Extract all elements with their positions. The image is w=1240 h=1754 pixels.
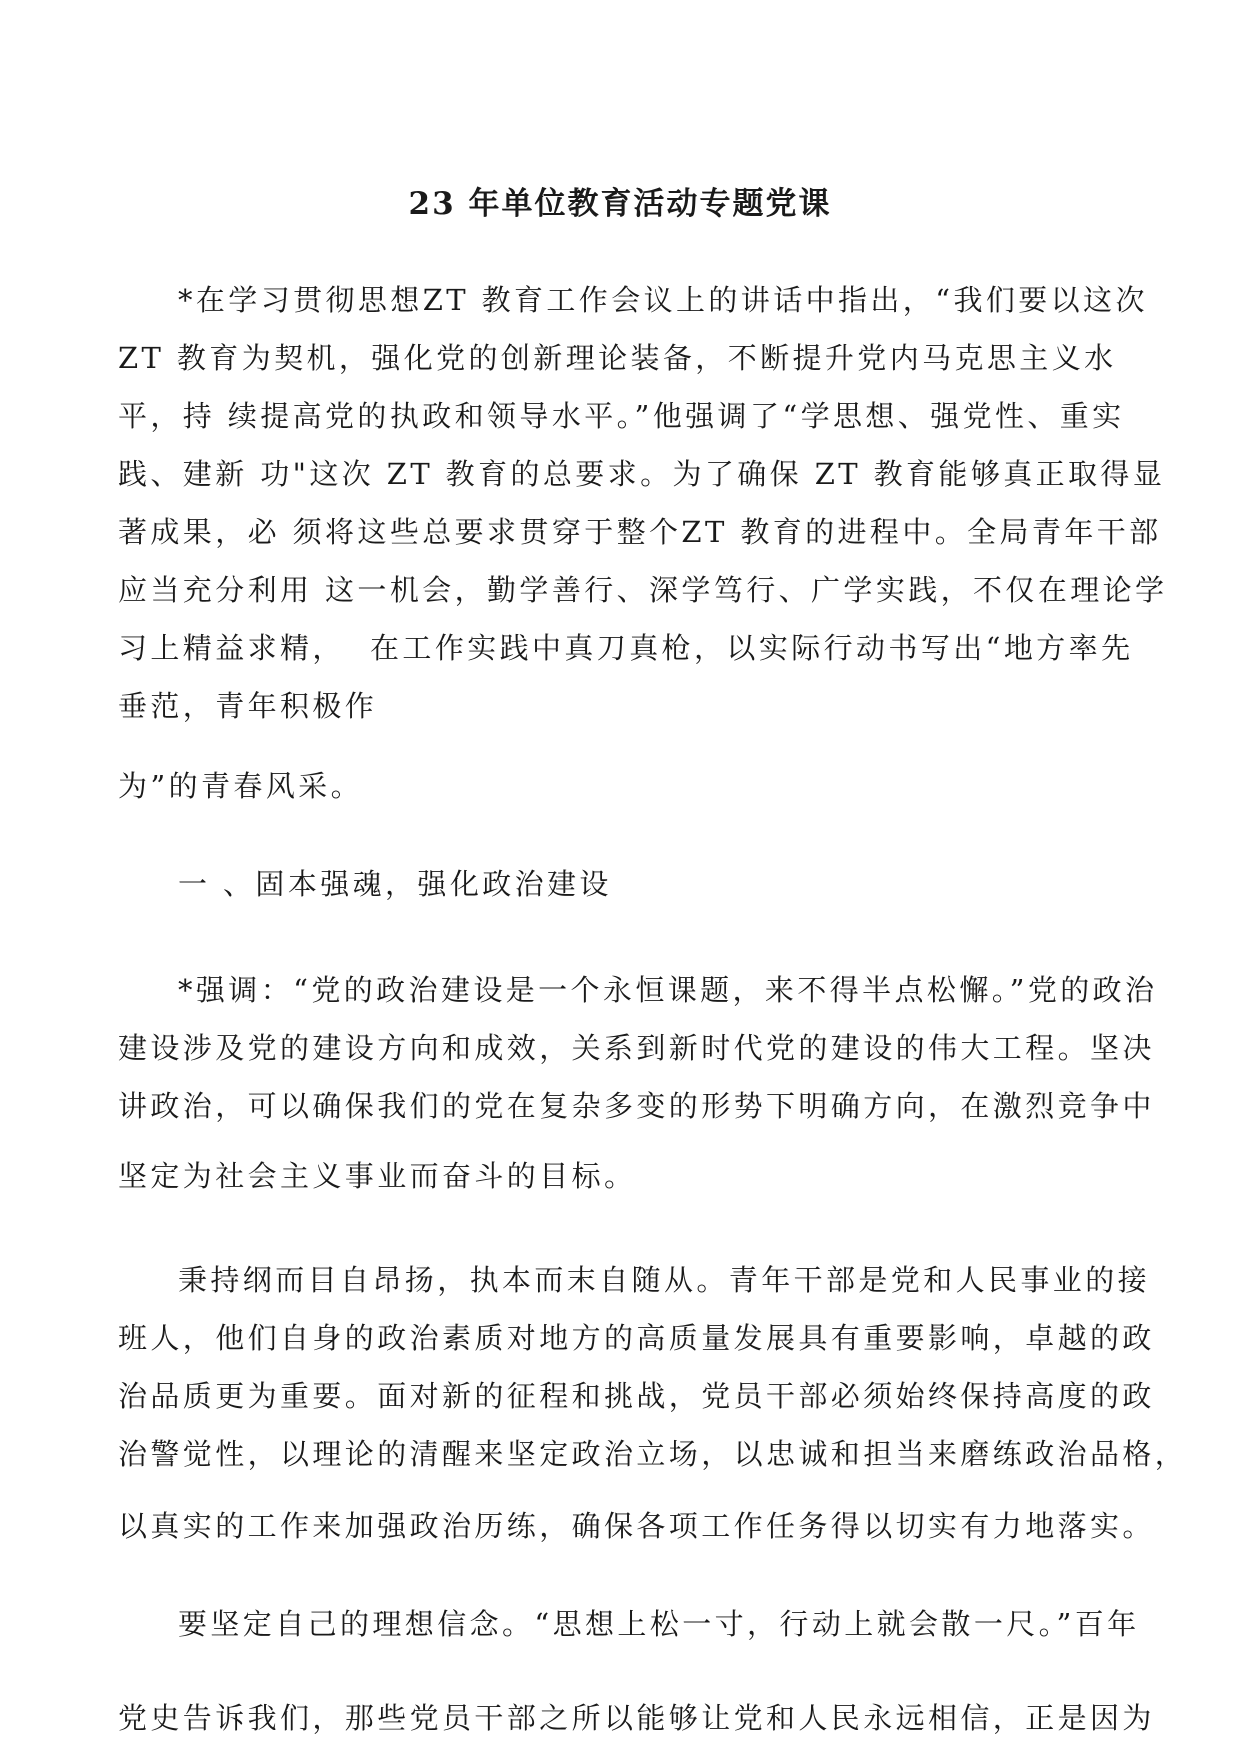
text-line: 践、建新 功"这次 ZT 教育的总要求。为了确保 ZT 教育能够真正取得显: [118, 457, 1166, 491]
text-line: 坚定为社会主义事业而奋斗的目标。: [118, 1159, 637, 1193]
text-line: 平，持 续提高党的执政和领导水平。”他强调了“学思想、强党性、重实: [118, 399, 1125, 433]
section-heading: 一 、固本强魂，强化政治建设: [178, 867, 612, 901]
text-line: 班人，他们自身的政治素质对地方的高质量发展具有重要影响，卓越的政: [118, 1321, 1155, 1355]
text-line: 治警觉性，以理论的清醒来坚定政治立场，以忠诚和担当来磨练政治品格，: [118, 1437, 1188, 1471]
text-line: 秉持纲而目自昂扬，执本而末自随从。青年干部是党和人民事业的接: [178, 1263, 1151, 1297]
text-line: 以真实的工作来加强政治历练，确保各项工作任务得以切实有力地落实。: [118, 1509, 1155, 1543]
text-line: 治品质更为重要。面对新的征程和挑战，党员干部必须始终保持高度的政: [118, 1379, 1155, 1413]
text-line: 应当充分利用 这一机会，勤学善行、深学笃行、广学实践，不仅在理论学: [118, 573, 1168, 607]
text-line: 习上精益求精， 在工作实践中真刀真枪，以实际行动书写出“地方率先: [118, 631, 1134, 665]
text-line: 要坚定自己的理想信念。“思想上松一寸，行动上就会散一尺。”百年: [178, 1607, 1140, 1641]
text-line: 垂范，青年积极作: [118, 689, 378, 723]
document-title: 23 年单位教育活动专题党课: [408, 186, 832, 222]
text-line: 为”的青春风采。: [118, 769, 364, 803]
text-line: ZT 教育为契机，强化党的创新理论装备，不断提升党内马克思主义水: [118, 341, 1117, 375]
text-line: 建设涉及党的建设方向和成效，关系到新时代党的建设的伟大工程。坚决: [118, 1031, 1155, 1065]
text-line: 讲政治，可以确保我们的党在复杂多变的形势下明确方向，在激烈竞争中: [118, 1089, 1155, 1123]
text-line: 著成果，必 须将这些总要求贯穿于整个ZT 教育的进程中。全局青年干部: [118, 515, 1162, 549]
text-line: *强调：“党的政治建设是一个永恒课题，来不得半点松懈。”党的政治: [178, 973, 1158, 1007]
text-line: 党史告诉我们，那些党员干部之所以能够让党和人民永远相信，正是因为: [118, 1701, 1155, 1735]
text-line: *在学习贯彻思想ZT 教育工作会议上的讲话中指出，“我们要以这次: [178, 283, 1148, 317]
